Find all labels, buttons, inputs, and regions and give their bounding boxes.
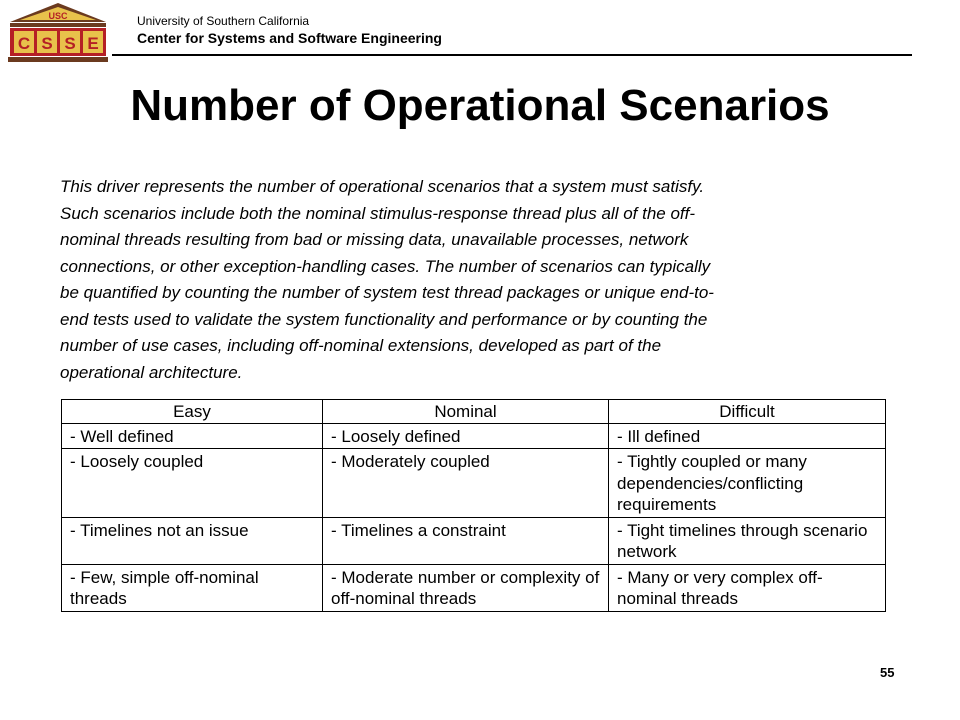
university-name: University of Southern California	[137, 14, 310, 28]
page-title: Number of Operational Scenarios	[130, 81, 830, 130]
cell-nominal: - Timelines a constraint	[323, 517, 609, 564]
rating-table	[61, 399, 886, 612]
logo-usc-text: USC	[48, 11, 68, 21]
cell-easy: - Loosely coupled	[62, 449, 323, 518]
header-text	[137, 13, 442, 47]
logo-letter-c: C	[17, 34, 31, 53]
cell-easy: - Well defined	[62, 423, 323, 449]
header-nominal: Nominal	[323, 400, 609, 424]
center-name: Center for Systems and Software Engineering	[137, 30, 442, 46]
cell-difficult: - Tightly coupled or many dependencies/conflicting requirements	[609, 449, 886, 518]
csse-logo	[6, 2, 110, 64]
cell-nominal: - Moderate number or complexity of off-nominal threads	[323, 564, 609, 611]
header-difficult: Difficult	[609, 400, 886, 424]
page-number: 55	[880, 665, 895, 680]
header-easy: Easy	[62, 400, 323, 424]
cell-easy: - Few, simple off-nominal threads	[62, 564, 323, 611]
logo-letter-e: E	[87, 34, 99, 53]
table-row	[62, 423, 886, 449]
cell-difficult: - Tight timelines through scenario network	[609, 517, 886, 564]
table-row	[62, 564, 886, 611]
table-row	[62, 449, 886, 518]
cell-difficult: - Many or very complex off-nominal threads	[609, 564, 886, 611]
description-text: This driver represents the number of operational scenarios that a system must satisfy. Such scenarios include both the nominal stimulus-response thread plus all of the off- nominal threads resulting from bad or missing data, unavailable processes, network connections, or other exception-handling cases. The number of scenarios can typically be quantified by counting the number of system test thread packages or unique end-to- end tests used to validate the system functionality and performance or by counting the number of use cases, including off-nominal extensions, developed as part of the operational architecture.	[60, 177, 714, 382]
table-row	[62, 517, 886, 564]
logo-letter-s1: S	[41, 34, 53, 53]
logo-letter-s2: S	[64, 34, 76, 53]
cell-nominal: - Moderately coupled	[323, 449, 609, 518]
header-rule	[112, 54, 912, 56]
cell-nominal: - Loosely defined	[323, 423, 609, 449]
table-header-row	[62, 400, 886, 424]
cell-difficult: - Ill defined	[609, 423, 886, 449]
cell-easy: - Timelines not an issue	[62, 517, 323, 564]
